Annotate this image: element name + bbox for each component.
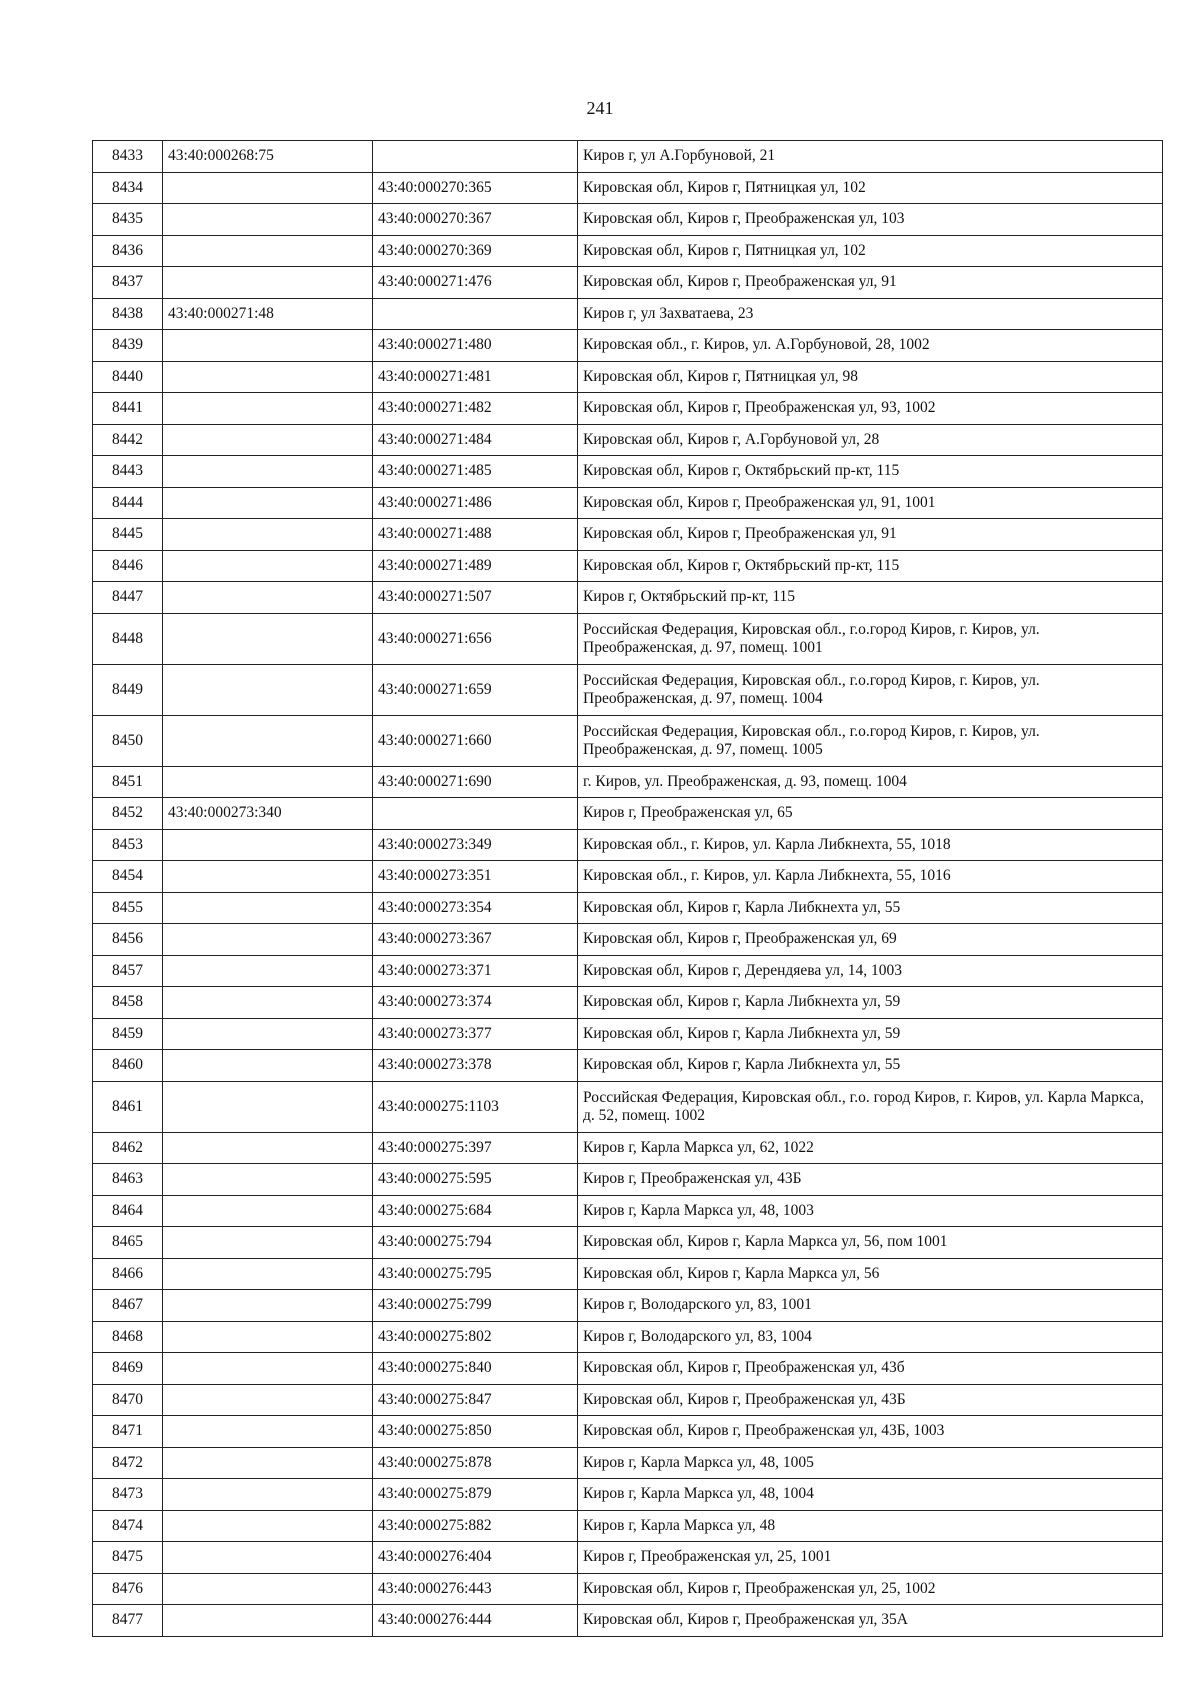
cadastral-number-secondary-cell: 43:40:000271:480 — [373, 330, 578, 362]
cadastral-number-secondary-cell: 43:40:000271:484 — [373, 424, 578, 456]
row-number-cell: 8466 — [93, 1258, 163, 1290]
cadastral-number-primary-cell — [163, 1384, 373, 1416]
row-number-cell: 8468 — [93, 1321, 163, 1353]
table-row — [93, 1050, 1163, 1082]
address-cell: Кировская обл, Киров г, Преображенская ул, 91 — [578, 519, 1163, 551]
cadastral-number-secondary-cell: 43:40:000275:879 — [373, 1479, 578, 1511]
table-row — [93, 550, 1163, 582]
row-number-cell: 8472 — [93, 1447, 163, 1479]
cadastral-number-primary-cell — [163, 924, 373, 956]
cadastral-number-primary-cell — [163, 1573, 373, 1605]
cadastral-number-primary-cell: 43:40:000273:340 — [163, 798, 373, 830]
table-row — [93, 1227, 1163, 1259]
address-cell: г. Киров, ул. Преображенская, д. 93, помещ. 1004 — [578, 766, 1163, 798]
table-row — [93, 1573, 1163, 1605]
cadastral-number-secondary-cell: 43:40:000273:351 — [373, 861, 578, 893]
address-cell: Киров г, Карла Маркса ул, 62, 1022 — [578, 1132, 1163, 1164]
address-cell: Кировская обл, Киров г, Пятницкая ул, 98 — [578, 361, 1163, 393]
cadastral-number-secondary-cell: 43:40:000275:795 — [373, 1258, 578, 1290]
table-row — [93, 924, 1163, 956]
row-number-cell: 8460 — [93, 1050, 163, 1082]
cadastral-number-secondary-cell: 43:40:000273:354 — [373, 892, 578, 924]
row-number-cell: 8446 — [93, 550, 163, 582]
cadastral-number-primary-cell — [163, 330, 373, 362]
cadastral-number-secondary-cell: 43:40:000271:486 — [373, 487, 578, 519]
cadastral-number-secondary-cell: 43:40:000271:482 — [373, 393, 578, 425]
cadastral-number-primary-cell — [163, 456, 373, 488]
row-number-cell: 8441 — [93, 393, 163, 425]
cadastral-number-primary-cell — [163, 1479, 373, 1511]
address-cell: Российская Федерация, Кировская обл., г.о.город Киров, г. Киров, ул. Преображенская, д. 97, помещ. 1001 — [578, 613, 1163, 664]
row-number-cell: 8471 — [93, 1416, 163, 1448]
address-cell: Кировская обл, Киров г, Карла Либкнехта ул, 59 — [578, 987, 1163, 1019]
cadastral-number-secondary-cell: 43:40:000271:660 — [373, 715, 578, 766]
row-number-cell: 8448 — [93, 613, 163, 664]
address-cell: Киров г, ул А.Горбуновой, 21 — [578, 141, 1163, 173]
row-number-cell: 8433 — [93, 141, 163, 173]
cadastral-number-primary-cell — [163, 1195, 373, 1227]
table-row — [93, 766, 1163, 798]
table-row — [93, 1164, 1163, 1196]
table-row — [93, 861, 1163, 893]
address-cell: Кировская обл, Киров г, Октябрьский пр-кт, 115 — [578, 550, 1163, 582]
row-number-cell: 8440 — [93, 361, 163, 393]
cadastral-number-primary-cell — [163, 235, 373, 267]
address-cell: Российская Федерация, Кировская обл., г.о.город Киров, г. Киров, ул. Преображенская, д. 97, помещ. 1004 — [578, 664, 1163, 715]
cadastral-number-secondary-cell: 43:40:000271:476 — [373, 267, 578, 299]
row-number-cell: 8450 — [93, 715, 163, 766]
cadastral-number-secondary-cell: 43:40:000275:684 — [373, 1195, 578, 1227]
row-number-cell: 8463 — [93, 1164, 163, 1196]
row-number-cell: 8459 — [93, 1018, 163, 1050]
cadastral-number-secondary-cell: 43:40:000275:799 — [373, 1290, 578, 1322]
address-cell: Киров г, Преображенская ул, 65 — [578, 798, 1163, 830]
cadastral-number-primary-cell — [163, 1164, 373, 1196]
row-number-cell: 8473 — [93, 1479, 163, 1511]
row-number-cell: 8465 — [93, 1227, 163, 1259]
table-row — [93, 1510, 1163, 1542]
table-row — [93, 1132, 1163, 1164]
cadastral-number-primary-cell — [163, 424, 373, 456]
address-cell: Кировская обл, Киров г, Преображенская ул, 91 — [578, 267, 1163, 299]
cadastral-number-primary-cell — [163, 987, 373, 1019]
table-row — [93, 1479, 1163, 1511]
cadastral-number-secondary-cell: 43:40:000270:367 — [373, 204, 578, 236]
cadastral-number-secondary-cell: 43:40:000276:444 — [373, 1605, 578, 1637]
registry-table — [92, 140, 1163, 1637]
row-number-cell: 8464 — [93, 1195, 163, 1227]
cadastral-number-primary-cell — [163, 829, 373, 861]
row-number-cell: 8443 — [93, 456, 163, 488]
address-cell: Киров г, Володарского ул, 83, 1001 — [578, 1290, 1163, 1322]
table-row — [93, 1353, 1163, 1385]
cadastral-number-primary-cell — [163, 1081, 373, 1132]
row-number-cell: 8436 — [93, 235, 163, 267]
cadastral-number-secondary-cell: 43:40:000275:847 — [373, 1384, 578, 1416]
address-cell: Кировская обл, Киров г, Дерендяева ул, 14, 1003 — [578, 955, 1163, 987]
row-number-cell: 8434 — [93, 172, 163, 204]
cadastral-number-primary-cell — [163, 1416, 373, 1448]
cadastral-number-secondary-cell — [373, 298, 578, 330]
cadastral-number-primary-cell — [163, 1132, 373, 1164]
cadastral-number-secondary-cell: 43:40:000275:882 — [373, 1510, 578, 1542]
table-row — [93, 1018, 1163, 1050]
table-row — [93, 715, 1163, 766]
address-cell: Кировская обл, Киров г, Преображенская ул, 69 — [578, 924, 1163, 956]
row-number-cell: 8457 — [93, 955, 163, 987]
table-row — [93, 267, 1163, 299]
address-cell: Кировская обл, Киров г, Преображенская ул, 103 — [578, 204, 1163, 236]
cadastral-number-primary-cell — [163, 1353, 373, 1385]
row-number-cell: 8461 — [93, 1081, 163, 1132]
row-number-cell: 8456 — [93, 924, 163, 956]
address-cell: Кировская обл, Киров г, Карла Либкнехта ул, 55 — [578, 892, 1163, 924]
table-row — [93, 582, 1163, 614]
table-row — [93, 204, 1163, 236]
row-number-cell: 8435 — [93, 204, 163, 236]
table-row — [93, 487, 1163, 519]
row-number-cell: 8467 — [93, 1290, 163, 1322]
address-cell: Российская Федерация, Кировская обл., г.о.город Киров, г. Киров, ул. Преображенская, д. 97, помещ. 1005 — [578, 715, 1163, 766]
cadastral-number-secondary-cell: 43:40:000275:1103 — [373, 1081, 578, 1132]
cadastral-number-primary-cell — [163, 1447, 373, 1479]
cadastral-number-secondary-cell: 43:40:000271:659 — [373, 664, 578, 715]
cadastral-number-secondary-cell: 43:40:000276:404 — [373, 1542, 578, 1574]
cadastral-number-primary-cell — [163, 1290, 373, 1322]
row-number-cell: 8476 — [93, 1573, 163, 1605]
address-cell: Киров г, Карла Маркса ул, 48, 1003 — [578, 1195, 1163, 1227]
row-number-cell: 8453 — [93, 829, 163, 861]
cadastral-number-secondary-cell: 43:40:000273:377 — [373, 1018, 578, 1050]
table-row — [93, 1416, 1163, 1448]
cadastral-number-secondary-cell: 43:40:000271:481 — [373, 361, 578, 393]
cadastral-number-primary-cell — [163, 1050, 373, 1082]
cadastral-number-secondary-cell: 43:40:000270:365 — [373, 172, 578, 204]
row-number-cell: 8474 — [93, 1510, 163, 1542]
table-row — [93, 519, 1163, 551]
table-row — [93, 330, 1163, 362]
address-cell: Киров г, Октябрьский пр-кт, 115 — [578, 582, 1163, 614]
cadastral-number-primary-cell — [163, 204, 373, 236]
table-row — [93, 664, 1163, 715]
cadastral-number-secondary-cell: 43:40:000273:378 — [373, 1050, 578, 1082]
address-cell: Кировская обл, Киров г, Преображенская ул, 91, 1001 — [578, 487, 1163, 519]
cadastral-number-primary-cell — [163, 487, 373, 519]
address-cell: Кировская обл, Киров г, Карла Либкнехта ул, 59 — [578, 1018, 1163, 1050]
table-row — [93, 1605, 1163, 1637]
table-row — [93, 1542, 1163, 1574]
cadastral-number-primary-cell — [163, 1018, 373, 1050]
address-cell: Кировская обл, Киров г, Преображенская ул, 43Б — [578, 1384, 1163, 1416]
address-cell: Кировская обл., г. Киров, ул. Карла Либкнехта, 55, 1016 — [578, 861, 1163, 893]
address-cell: Киров г, Володарского ул, 83, 1004 — [578, 1321, 1163, 1353]
table-row — [93, 1290, 1163, 1322]
cadastral-number-primary-cell — [163, 1605, 373, 1637]
cadastral-number-primary-cell — [163, 892, 373, 924]
table-row — [93, 456, 1163, 488]
address-cell: Кировская обл, Киров г, Преображенская ул, 43Б, 1003 — [578, 1416, 1163, 1448]
address-cell: Киров г, Преображенская ул, 43Б — [578, 1164, 1163, 1196]
table-row — [93, 1321, 1163, 1353]
address-cell: Кировская обл, Киров г, А.Горбуновой ул, 28 — [578, 424, 1163, 456]
table-row — [93, 235, 1163, 267]
row-number-cell: 8437 — [93, 267, 163, 299]
table-row — [93, 892, 1163, 924]
cadastral-number-primary-cell — [163, 861, 373, 893]
row-number-cell: 8439 — [93, 330, 163, 362]
cadastral-number-primary-cell — [163, 715, 373, 766]
table-row — [93, 1258, 1163, 1290]
address-cell: Кировская обл, Киров г, Октябрьский пр-кт, 115 — [578, 456, 1163, 488]
table-row — [93, 141, 1163, 173]
address-cell: Кировская обл, Киров г, Пятницкая ул, 102 — [578, 172, 1163, 204]
table-row — [93, 424, 1163, 456]
cadastral-number-primary-cell — [163, 1258, 373, 1290]
table-row — [93, 393, 1163, 425]
table-row — [93, 361, 1163, 393]
address-cell: Кировская обл., г. Киров, ул. Карла Либкнехта, 55, 1018 — [578, 829, 1163, 861]
table-row — [93, 955, 1163, 987]
cadastral-number-secondary-cell: 43:40:000276:443 — [373, 1573, 578, 1605]
table-row — [93, 1195, 1163, 1227]
cadastral-number-primary-cell — [163, 172, 373, 204]
cadastral-number-primary-cell — [163, 361, 373, 393]
cadastral-number-secondary-cell: 43:40:000271:656 — [373, 613, 578, 664]
address-cell: Киров г, ул Захватаева, 23 — [578, 298, 1163, 330]
row-number-cell: 8458 — [93, 987, 163, 1019]
row-number-cell: 8451 — [93, 766, 163, 798]
address-cell: Кировская обл, Киров г, Карла Либкнехта ул, 55 — [578, 1050, 1163, 1082]
row-number-cell: 8447 — [93, 582, 163, 614]
row-number-cell: 8477 — [93, 1605, 163, 1637]
cadastral-number-primary-cell — [163, 664, 373, 715]
row-number-cell: 8475 — [93, 1542, 163, 1574]
row-number-cell: 8438 — [93, 298, 163, 330]
cadastral-number-primary-cell — [163, 613, 373, 664]
row-number-cell: 8452 — [93, 798, 163, 830]
address-cell: Российская Федерация, Кировская обл., г.о. город Киров, г. Киров, ул. Карла Маркса, д. 52, помещ. 1002 — [578, 1081, 1163, 1132]
row-number-cell: 8455 — [93, 892, 163, 924]
cadastral-number-secondary-cell: 43:40:000275:802 — [373, 1321, 578, 1353]
address-cell: Кировская обл, Киров г, Преображенская ул, 35А — [578, 1605, 1163, 1637]
table-row — [93, 798, 1163, 830]
cadastral-number-primary-cell — [163, 519, 373, 551]
row-number-cell: 8470 — [93, 1384, 163, 1416]
address-cell: Кировская обл, Киров г, Преображенская ул, 93, 1002 — [578, 393, 1163, 425]
row-number-cell: 8469 — [93, 1353, 163, 1385]
cadastral-number-secondary-cell: 43:40:000275:397 — [373, 1132, 578, 1164]
cadastral-number-secondary-cell: 43:40:000273:367 — [373, 924, 578, 956]
table-row — [93, 987, 1163, 1019]
table-row — [93, 1447, 1163, 1479]
cadastral-number-primary-cell — [163, 582, 373, 614]
address-cell: Кировская обл, Киров г, Преображенская ул, 25, 1002 — [578, 1573, 1163, 1605]
cadastral-number-secondary-cell: 43:40:000275:595 — [373, 1164, 578, 1196]
row-number-cell: 8445 — [93, 519, 163, 551]
cadastral-number-secondary-cell: 43:40:000273:349 — [373, 829, 578, 861]
table-row — [93, 298, 1163, 330]
cadastral-number-secondary-cell: 43:40:000271:507 — [373, 582, 578, 614]
cadastral-number-primary-cell — [163, 1321, 373, 1353]
cadastral-number-primary-cell: 43:40:000271:48 — [163, 298, 373, 330]
address-cell: Киров г, Карла Маркса ул, 48, 1004 — [578, 1479, 1163, 1511]
cadastral-number-secondary-cell: 43:40:000275:878 — [373, 1447, 578, 1479]
address-cell: Кировская обл, Киров г, Карла Маркса ул, 56 — [578, 1258, 1163, 1290]
cadastral-number-secondary-cell: 43:40:000275:794 — [373, 1227, 578, 1259]
cadastral-number-secondary-cell: 43:40:000270:369 — [373, 235, 578, 267]
cadastral-number-secondary-cell: 43:40:000271:488 — [373, 519, 578, 551]
table-row — [93, 1081, 1163, 1132]
address-cell: Кировская обл., г. Киров, ул. А.Горбуновой, 28, 1002 — [578, 330, 1163, 362]
page-number: 241 — [586, 98, 614, 118]
cadastral-number-primary-cell — [163, 766, 373, 798]
table-row — [93, 172, 1163, 204]
address-cell: Киров г, Карла Маркса ул, 48 — [578, 1510, 1163, 1542]
cadastral-number-secondary-cell — [373, 798, 578, 830]
cadastral-number-primary-cell — [163, 1542, 373, 1574]
table-row — [93, 1384, 1163, 1416]
address-cell: Кировская обл, Киров г, Пятницкая ул, 102 — [578, 235, 1163, 267]
table-row — [93, 613, 1163, 664]
row-number-cell: 8454 — [93, 861, 163, 893]
cadastral-number-primary-cell — [163, 267, 373, 299]
registry-table-body — [93, 141, 1163, 1637]
address-cell: Киров г, Карла Маркса ул, 48, 1005 — [578, 1447, 1163, 1479]
cadastral-number-secondary-cell: 43:40:000275:850 — [373, 1416, 578, 1448]
address-cell: Кировская обл, Киров г, Преображенская ул, 43б — [578, 1353, 1163, 1385]
cadastral-number-secondary-cell: 43:40:000275:840 — [373, 1353, 578, 1385]
row-number-cell: 8442 — [93, 424, 163, 456]
cadastral-number-primary-cell — [163, 1510, 373, 1542]
cadastral-number-primary-cell — [163, 1227, 373, 1259]
row-number-cell: 8449 — [93, 664, 163, 715]
row-number-cell: 8462 — [93, 1132, 163, 1164]
cadastral-number-primary-cell: 43:40:000268:75 — [163, 141, 373, 173]
cadastral-number-secondary-cell: 43:40:000273:371 — [373, 955, 578, 987]
cadastral-number-secondary-cell: 43:40:000271:485 — [373, 456, 578, 488]
cadastral-number-secondary-cell: 43:40:000273:374 — [373, 987, 578, 1019]
cadastral-number-primary-cell — [163, 393, 373, 425]
table-row — [93, 829, 1163, 861]
cadastral-number-secondary-cell — [373, 141, 578, 173]
address-cell: Кировская обл, Киров г, Карла Маркса ул, 56, пом 1001 — [578, 1227, 1163, 1259]
cadastral-number-secondary-cell: 43:40:000271:489 — [373, 550, 578, 582]
cadastral-number-primary-cell — [163, 955, 373, 987]
address-cell: Киров г, Преображенская ул, 25, 1001 — [578, 1542, 1163, 1574]
row-number-cell: 8444 — [93, 487, 163, 519]
cadastral-number-secondary-cell: 43:40:000271:690 — [373, 766, 578, 798]
cadastral-number-primary-cell — [163, 550, 373, 582]
